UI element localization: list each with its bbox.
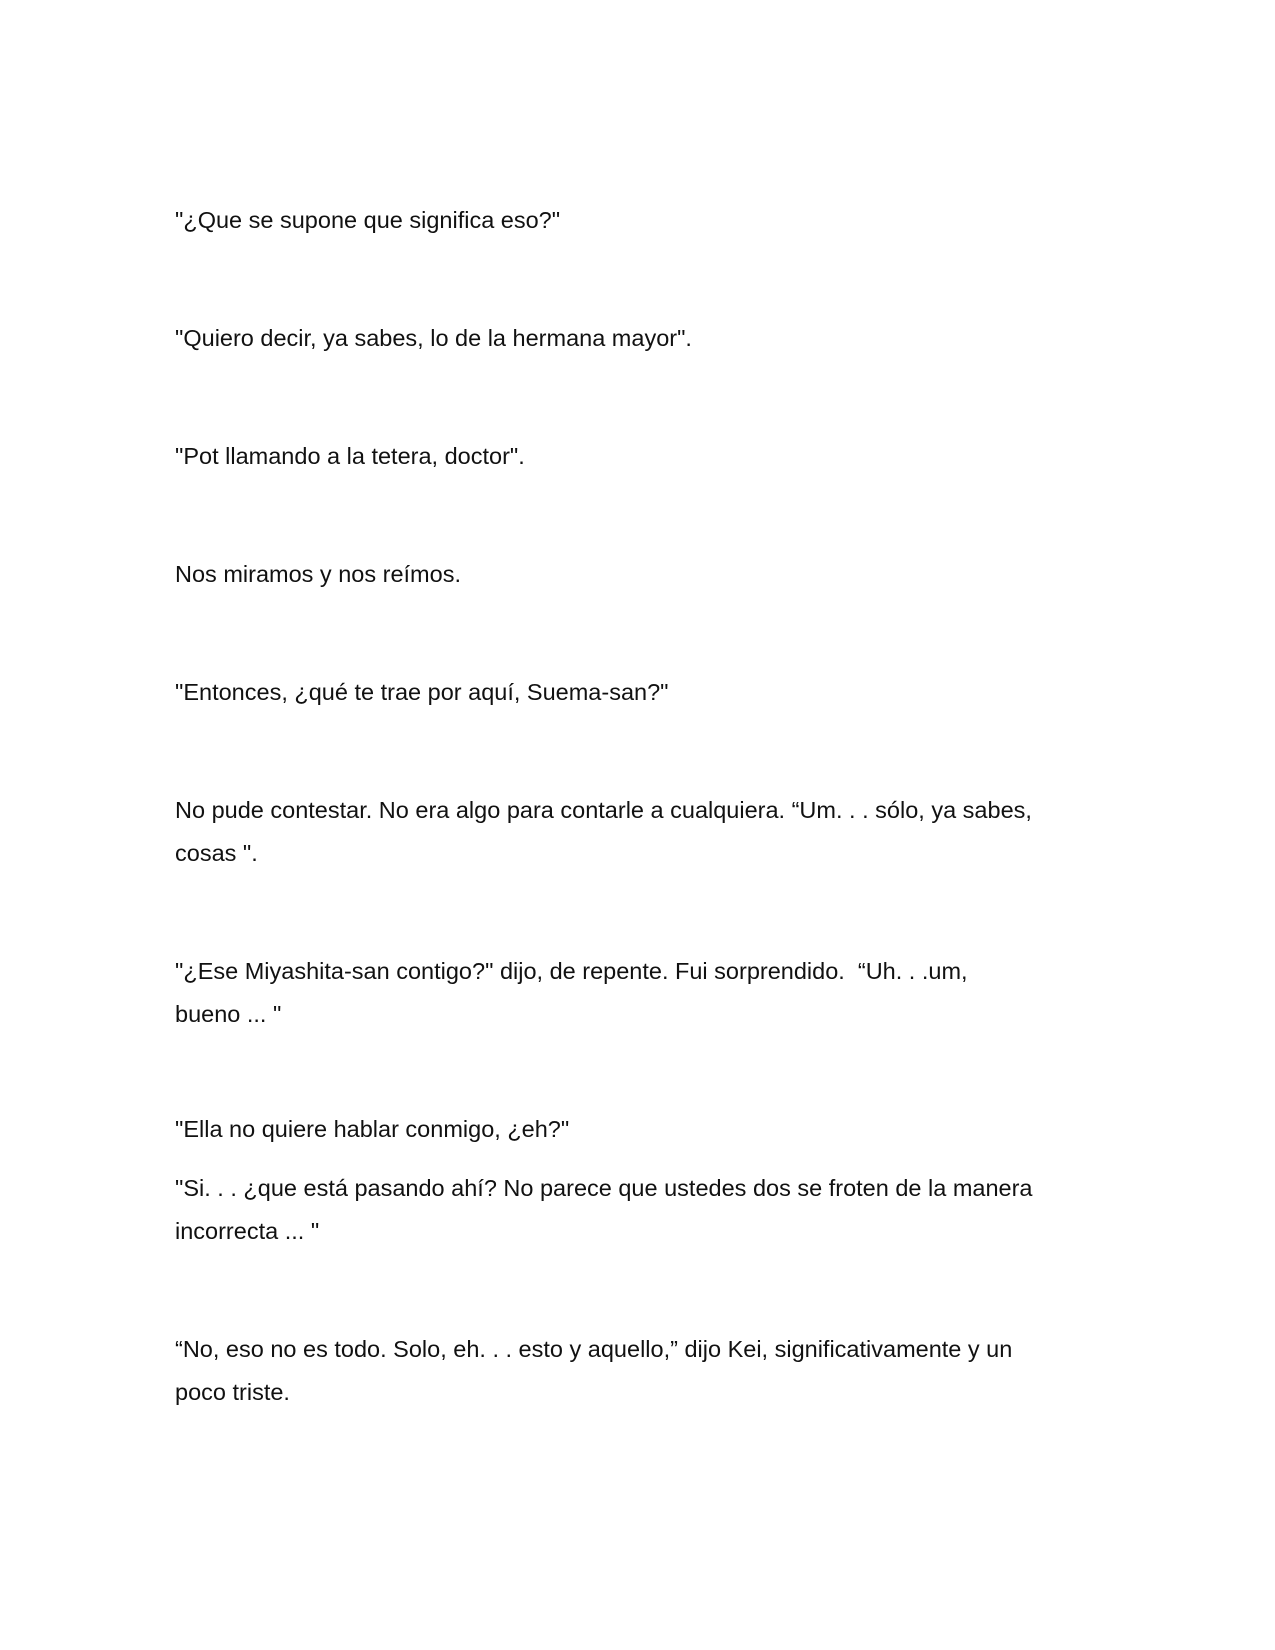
paragraph-10: “No, eso no es todo. Solo, eh. . . esto y aquello,” dijo Kei, significativamente y un poco triste.	[175, 1336, 1013, 1405]
paragraph-6: No pude contestar. No era algo para contarle a cualquiera. “Um. . . sólo, ya sabes, cosas ".	[175, 797, 1032, 866]
paragraph-7: "¿Ese Miyashita-san contigo?" dijo, de repente. Fui sorprendido. “Uh. . .um, bueno ... "	[175, 958, 968, 1027]
paragraph-1: "¿Que se supone que significa eso?"	[175, 207, 561, 233]
paragraph-5: "Entonces, ¿qué te trae por aquí, Suema-san?"	[175, 679, 669, 705]
paragraph-9: "Si. . . ¿que está pasando ahí? No parece que ustedes dos se froten de la manera incorrecta ... "	[175, 1175, 1033, 1244]
paragraph-3: "Pot llamando a la tetera, doctor".	[175, 443, 525, 469]
paragraph-4: Nos miramos y nos reímos.	[175, 561, 461, 587]
paragraph-2: "Quiero decir, ya sabes, lo de la hermana mayor".	[175, 325, 692, 351]
paragraph-8: "Ella no quiere hablar conmigo, ¿eh?"	[175, 1116, 570, 1142]
